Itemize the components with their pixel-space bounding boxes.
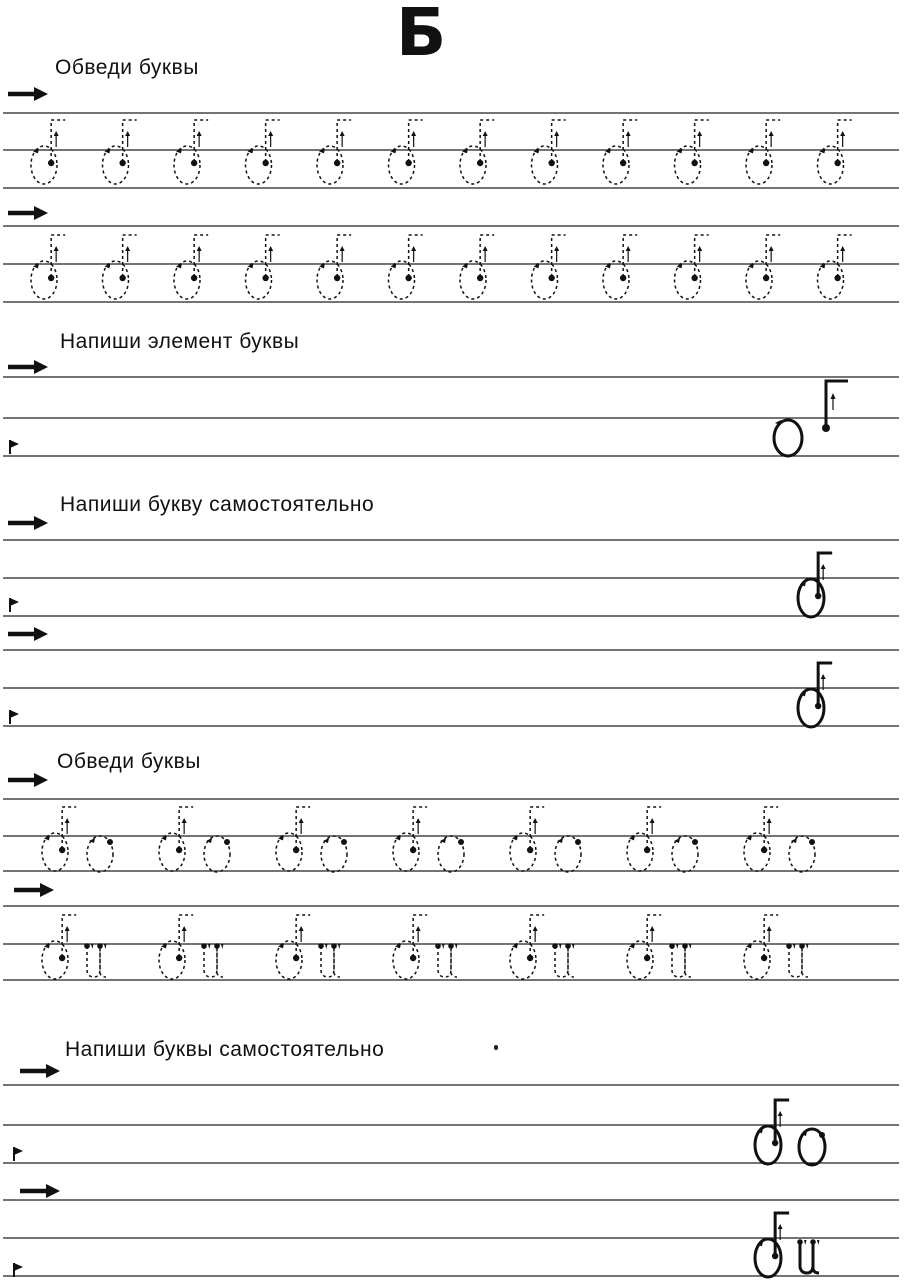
section-heading-trace-syllables: Обведи буквы [57,750,201,773]
traced-letter-b [675,235,709,299]
section-heading-trace-letters: Обведи буквы [55,56,199,79]
traced-letter-i [786,943,808,977]
letter-glyphs [31,120,852,1277]
traced-letter-b [510,915,544,979]
traced-letter-b [627,807,661,871]
sample-letter-i [797,1239,819,1273]
traced-letter-b [103,120,137,184]
traced-letter-b [31,235,65,299]
arrow-right-icon [8,773,48,787]
ruled-lines [3,113,899,1276]
section-heading-write-element: Напиши элемент буквы [60,330,300,353]
sample-letter-b [798,553,832,617]
traced-letter-b [159,915,193,979]
section-heading-write-syllables: Напиши буквы самостоятельно [65,1038,385,1061]
traced-letter-b [31,120,65,184]
traced-letter-b [393,807,427,871]
arrow-right-icon [8,360,48,374]
traced-letter-b [103,235,137,299]
traced-letter-b [603,120,637,184]
traced-letter-i [552,943,574,977]
traced-letter-i [669,943,691,977]
traced-letter-b [675,120,709,184]
page-title-letter: Б [396,0,447,71]
traced-letter-b [389,120,423,184]
traced-letter-i [435,943,457,977]
traced-letter-b [246,120,280,184]
traced-letter-b [603,235,637,299]
arrow-right-icon [14,883,54,897]
flag-icon [14,1147,23,1161]
section-heading-write-letter: Напиши букву самостоятельно [60,493,375,516]
traced-letter-b [42,915,76,979]
traced-letter-b [276,807,310,871]
traced-letter-b [460,235,494,299]
traced-letter-b [317,235,351,299]
traced-letter-b [389,235,423,299]
traced-letter-b [174,235,208,299]
traced-letter-o [789,836,815,872]
traced-letter-b [317,120,351,184]
arrow-right-icon [20,1064,60,1078]
traced-letter-b [744,807,778,871]
sample-letter-b [755,1100,789,1164]
traced-letter-i [201,943,223,977]
traced-letter-b [246,235,280,299]
traced-letter-b [746,235,780,299]
arrow-right-icon [8,206,48,220]
traced-letter-i [84,943,106,977]
traced-letter-o [438,836,464,872]
traced-letter-b [744,915,778,979]
sample-letter-b [798,663,832,727]
sample-letter-b [755,1213,789,1277]
arrow-right-icon [8,87,48,101]
traced-letter-o [672,836,698,872]
traced-letter-b [746,120,780,184]
traced-letter-b [510,807,544,871]
traced-letter-o [204,836,230,872]
flag-icon [14,1263,23,1277]
sample-letter-o [799,1129,825,1165]
traced-letter-o [321,836,347,872]
traced-letter-b [627,915,661,979]
traced-letter-b [276,915,310,979]
traced-letter-i [318,943,340,977]
traced-letter-b [174,120,208,184]
arrow-right-icon [8,627,48,641]
flag-icon [10,598,19,612]
flag-icon [10,440,19,454]
traced-letter-b [393,915,427,979]
traced-letter-b [532,235,566,299]
traced-letter-b [460,120,494,184]
traced-letter-b [42,807,76,871]
traced-letter-b [818,235,852,299]
traced-letter-b [818,120,852,184]
arrow-right-icon [20,1184,60,1198]
traced-letter-b [159,807,193,871]
traced-letter-o [555,836,581,872]
traced-letter-b [532,120,566,184]
arrow-right-icon [8,516,48,530]
traced-letter-o [87,836,113,872]
flag-icon [10,710,19,724]
